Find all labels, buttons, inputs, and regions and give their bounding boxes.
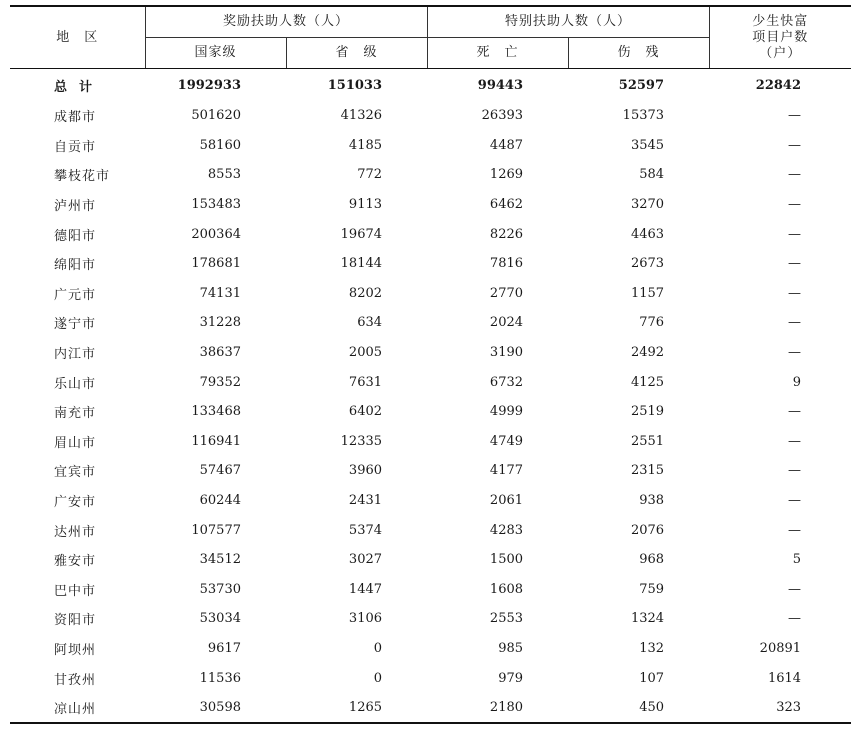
- table-row: [10, 249, 851, 279]
- total-region: 总计: [54, 79, 105, 95]
- cell-shaosheng: —: [788, 581, 802, 597]
- table-row: [10, 693, 851, 724]
- total-national: 1992933: [177, 77, 241, 93]
- cell-disabled: 450: [568, 693, 709, 724]
- cell-provincial: 41326: [340, 108, 383, 124]
- cell-disabled: 2519: [630, 404, 665, 420]
- cell-national: 58160: [199, 137, 241, 153]
- cell-region: 广元市: [54, 287, 97, 303]
- cell-shaosheng: —: [788, 463, 802, 479]
- cell-national: 31228: [199, 315, 241, 331]
- table-row: [10, 190, 851, 220]
- cell-death: 7816: [489, 256, 524, 272]
- cell-disabled: 3545: [630, 137, 665, 153]
- table-row: [10, 219, 851, 249]
- table-row: [10, 367, 851, 397]
- cell-national: 133468: [191, 404, 241, 420]
- cell-region: 攀枝花市: [54, 169, 111, 185]
- cell-region: 巴中市: [54, 583, 97, 599]
- cell-provincial: 19674: [340, 226, 383, 242]
- cell-provincial: 3960: [348, 463, 383, 479]
- cell-provincial: 3106: [348, 611, 383, 627]
- table-row: [10, 545, 851, 575]
- cell-death: 8226: [489, 226, 524, 242]
- statistics-table: [10, 5, 851, 724]
- cell-provincial: 634: [357, 315, 383, 331]
- table-header: [10, 6, 851, 69]
- cell-shaosheng: —: [788, 226, 802, 242]
- cell-disabled: 3270: [630, 197, 665, 213]
- header-death: 死 亡: [427, 38, 568, 69]
- header-shaosheng-line-2: 项目户数: [752, 29, 809, 45]
- cell-disabled: 2492: [630, 345, 665, 361]
- cell-disabled: 4463: [630, 226, 665, 242]
- cell-national: 30598: [145, 693, 286, 724]
- cell-shaosheng: —: [788, 404, 802, 420]
- header-shaosheng: [709, 6, 851, 69]
- cell-shaosheng: —: [788, 433, 802, 449]
- cell-disabled: 15373: [622, 108, 665, 124]
- table-row: [10, 604, 851, 634]
- header-provincial: 省 级: [286, 38, 427, 69]
- cell-disabled: 132: [639, 640, 665, 656]
- cell-provincial: 7631: [348, 374, 383, 390]
- cell-shaosheng: —: [788, 315, 802, 331]
- cell-national: 79352: [199, 374, 241, 390]
- cell-region: 广安市: [54, 495, 97, 511]
- total-row: [10, 69, 851, 102]
- cell-shaosheng: —: [788, 256, 802, 272]
- cell-national: 11536: [199, 670, 241, 686]
- cell-shaosheng: —: [788, 197, 802, 213]
- cell-death: 6462: [489, 197, 524, 213]
- cell-shaosheng: —: [788, 345, 802, 361]
- header-award-group: 奖励扶助人数（人）: [145, 6, 427, 38]
- table-row: [10, 515, 851, 545]
- cell-death: 985: [498, 640, 524, 656]
- table-row: [10, 131, 851, 161]
- cell-national: 53034: [199, 611, 241, 627]
- cell-shaosheng: 20891: [759, 640, 802, 656]
- cell-disabled: 776: [639, 315, 665, 331]
- cell-national: 200364: [191, 226, 241, 242]
- cell-death: 6732: [489, 374, 524, 390]
- cell-disabled: 2551: [630, 433, 665, 449]
- cell-death: 3190: [489, 345, 524, 361]
- cell-death: 1608: [489, 581, 524, 597]
- cell-provincial: 6402: [348, 404, 383, 420]
- cell-shaosheng: 5: [792, 552, 802, 568]
- cell-provincial: 4185: [348, 137, 383, 153]
- cell-region: 阿坝州: [54, 642, 97, 658]
- cell-disabled: 2315: [630, 463, 665, 479]
- cell-national: 60244: [199, 493, 241, 509]
- cell-death: 4487: [489, 137, 524, 153]
- cell-provincial: 0: [373, 640, 383, 656]
- cell-disabled: 4125: [630, 374, 665, 390]
- cell-shaosheng: —: [788, 137, 802, 153]
- cell-shaosheng: 323: [709, 693, 851, 724]
- cell-region: 南充市: [54, 406, 97, 422]
- cell-provincial: 2005: [348, 345, 383, 361]
- cell-national: 178681: [191, 256, 241, 272]
- cell-national: 116941: [191, 433, 241, 449]
- cell-provincial: 3027: [348, 552, 383, 568]
- cell-national: 38637: [199, 345, 241, 361]
- cell-death: 26393: [481, 108, 524, 124]
- cell-region: 遂宁市: [54, 317, 97, 333]
- cell-death: 4749: [489, 433, 524, 449]
- total-shaosheng: 22842: [755, 77, 802, 93]
- table-row: [10, 634, 851, 664]
- cell-disabled: 968: [639, 552, 665, 568]
- cell-national: 34512: [199, 552, 241, 568]
- cell-provincial: 8202: [348, 285, 383, 301]
- cell-death: 1269: [489, 167, 524, 183]
- cell-shaosheng: —: [788, 611, 802, 627]
- cell-region: 自贡市: [54, 139, 97, 155]
- cell-disabled: 2673: [630, 256, 665, 272]
- cell-region: 乐山市: [54, 376, 97, 392]
- cell-shaosheng: 9: [792, 374, 802, 390]
- table-row: [10, 486, 851, 516]
- cell-national: 9617: [207, 640, 241, 656]
- cell-national: 57467: [199, 463, 241, 479]
- cell-region: 雅安市: [54, 554, 97, 570]
- cell-region: 凉山州: [10, 693, 145, 724]
- table-row: [10, 160, 851, 190]
- table-row: [10, 456, 851, 486]
- cell-region: 成都市: [54, 110, 97, 126]
- table-row: [10, 279, 851, 309]
- cell-provincial: 5374: [348, 522, 383, 538]
- cell-region: 内江市: [54, 347, 97, 363]
- cell-disabled: 2076: [630, 522, 665, 538]
- table-row: [10, 397, 851, 427]
- header-shaosheng-line-3: （户）: [759, 45, 802, 61]
- cell-provincial: 12335: [340, 433, 383, 449]
- cell-death: 4283: [489, 522, 524, 538]
- cell-death: 2553: [489, 611, 524, 627]
- header-national: 国家级: [145, 38, 286, 69]
- cell-disabled: 938: [639, 493, 665, 509]
- cell-national: 501620: [191, 108, 241, 124]
- table-row: [10, 338, 851, 368]
- cell-disabled: 1157: [630, 285, 665, 301]
- cell-disabled: 107: [639, 670, 665, 686]
- cell-death: 2024: [489, 315, 524, 331]
- header-disabled: 伤 残: [568, 38, 709, 69]
- cell-death: 2180: [427, 693, 568, 724]
- cell-region: 眉山市: [54, 435, 97, 451]
- total-death: 99443: [477, 77, 524, 93]
- cell-national: 8553: [207, 167, 241, 183]
- total-disabled: 52597: [618, 77, 665, 93]
- cell-region: 甘孜州: [54, 672, 97, 688]
- cell-region: 资阳市: [54, 613, 97, 629]
- cell-region: 宜宾市: [54, 465, 97, 481]
- cell-shaosheng: —: [788, 522, 802, 538]
- cell-disabled: 584: [639, 167, 665, 183]
- table-row: [10, 575, 851, 605]
- cell-death: 2770: [489, 285, 524, 301]
- cell-disabled: 1324: [630, 611, 665, 627]
- table-row: [10, 663, 851, 693]
- cell-death: 979: [498, 670, 524, 686]
- cell-death: 2061: [489, 493, 524, 509]
- header-special-group: 特别扶助人数（人）: [427, 6, 709, 38]
- cell-death: 4177: [489, 463, 524, 479]
- cell-shaosheng: —: [788, 167, 802, 183]
- table-row: [10, 308, 851, 338]
- cell-national: 53730: [199, 581, 241, 597]
- cell-disabled: 759: [639, 581, 665, 597]
- cell-region: 绵阳市: [54, 258, 97, 274]
- table-row: [10, 101, 851, 131]
- cell-shaosheng: —: [788, 493, 802, 509]
- cell-region: 德阳市: [54, 228, 97, 244]
- total-provincial: 151033: [327, 77, 383, 93]
- cell-national: 107577: [191, 522, 241, 538]
- cell-shaosheng: —: [788, 108, 802, 124]
- table-row: [10, 427, 851, 457]
- table-body: [10, 69, 851, 724]
- cell-provincial: 0: [373, 670, 383, 686]
- cell-provincial: 2431: [348, 493, 383, 509]
- cell-region: 达州市: [54, 524, 97, 540]
- cell-death: 4999: [489, 404, 524, 420]
- cell-provincial: 18144: [340, 256, 383, 272]
- cell-provincial: 9113: [348, 197, 383, 213]
- cell-death: 1500: [489, 552, 524, 568]
- cell-provincial: 1265: [286, 693, 427, 724]
- cell-shaosheng: —: [788, 285, 802, 301]
- cell-provincial: 1447: [348, 581, 383, 597]
- cell-provincial: 772: [357, 167, 383, 183]
- header-shaosheng-line-1: 少生快富: [752, 13, 809, 29]
- cell-region: 泸州市: [54, 199, 97, 215]
- header-region: 地 区: [10, 6, 145, 69]
- cell-national: 153483: [191, 197, 241, 213]
- cell-shaosheng: 1614: [767, 670, 802, 686]
- cell-national: 74131: [199, 285, 241, 301]
